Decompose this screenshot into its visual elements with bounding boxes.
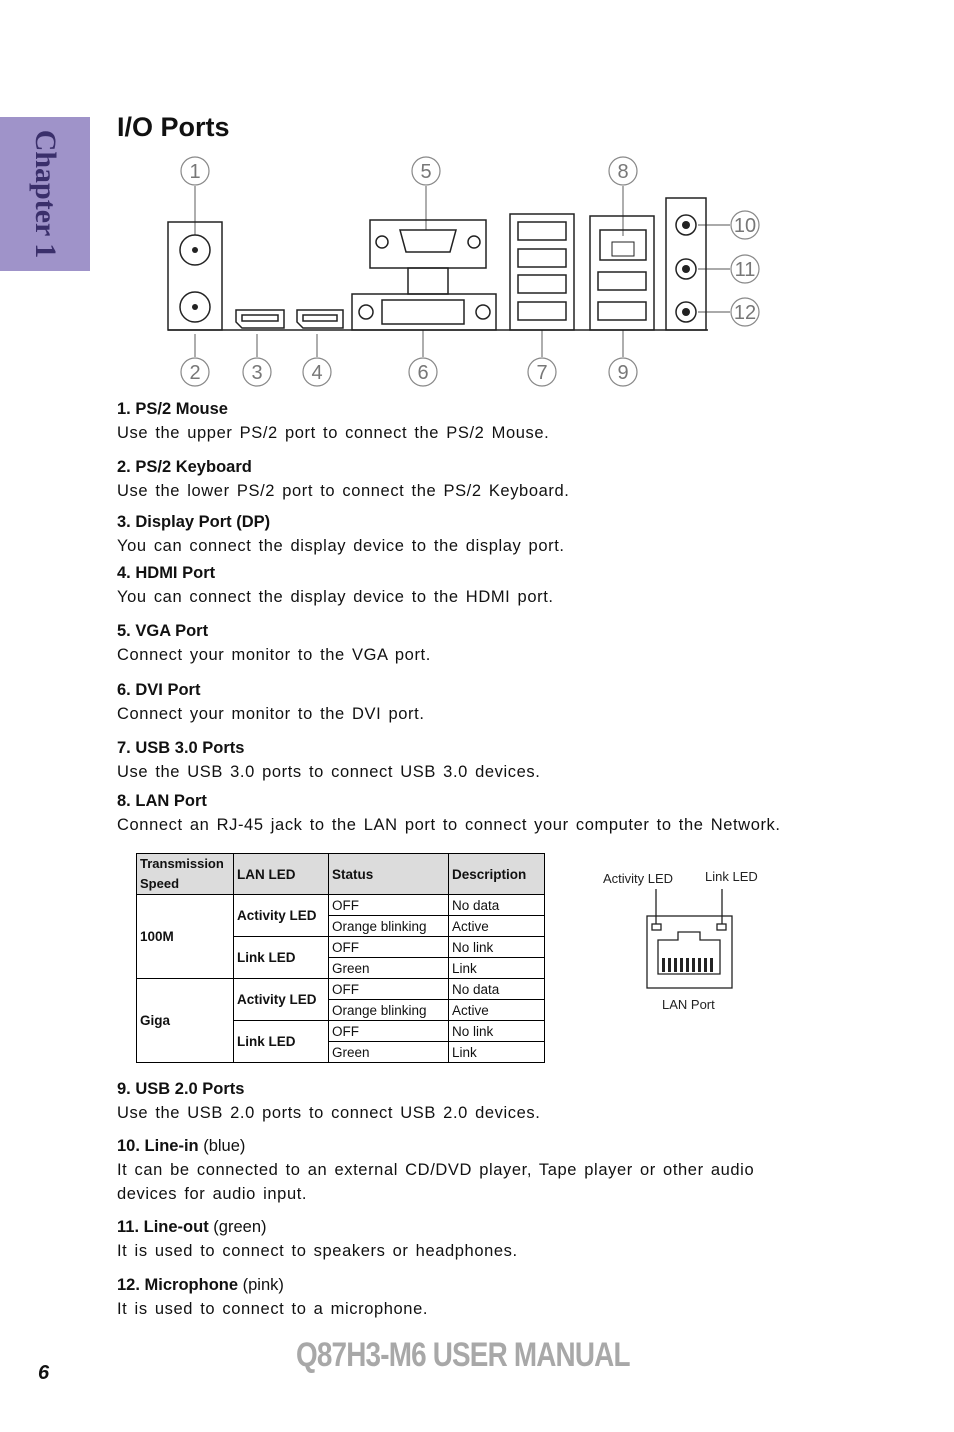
chapter-tab — [0, 117, 90, 271]
callout-9: 9 — [617, 362, 629, 384]
section-microphone: 12. Microphone (pink) It is used to connect to a microphone. — [117, 1276, 429, 1318]
callout-5: 5 — [420, 161, 432, 183]
section-usb3-ports: 7. USB 3.0 Ports Use the USB 3.0 ports to connect USB 3.0 devices. — [117, 739, 541, 781]
led-link: Link LED — [234, 937, 329, 979]
section-line-in: 10. Line-in (blue) It can be connected to an external CD/DVD player, Tape player or other audio devices for audio input. — [117, 1137, 755, 1203]
header-description: Description — [449, 854, 545, 895]
status-cell: OFF — [329, 895, 449, 916]
description-cell: Link — [449, 958, 545, 979]
section-line-out: 11. Line-out (green) It is used to connect to speakers or headphones. — [117, 1218, 518, 1260]
description-cell: No data — [449, 895, 545, 916]
description-cell: No link — [449, 1021, 545, 1042]
header-status: Status — [329, 854, 449, 895]
lan-led-table — [136, 853, 545, 1063]
callout-3: 3 — [251, 362, 263, 384]
section-display-port: 3. Display Port (DP) You can connect the display device to the display port. — [117, 513, 565, 555]
callout-7: 7 — [536, 362, 548, 384]
section-usb2-ports: 9. USB 2.0 Ports Use the USB 2.0 ports to connect USB 2.0 devices. — [117, 1080, 541, 1122]
callout-2: 2 — [189, 362, 201, 384]
status-cell: Orange blinking — [329, 1000, 449, 1021]
status-cell: Green — [329, 1042, 449, 1063]
header-lan-led: LAN LED — [234, 854, 329, 895]
manual-title: Q87H3-M6 USER MANUAL — [296, 1336, 630, 1374]
chapter-label: Chapter 1 — [29, 129, 62, 259]
section-hdmi-port: 4. HDMI Port You can connect the display device to the HDMI port. — [117, 564, 554, 606]
callout-10: 10 — [733, 215, 757, 237]
callout-6: 6 — [417, 362, 429, 384]
status-cell: OFF — [329, 937, 449, 958]
led-link: Link LED — [234, 1021, 329, 1063]
section-dvi-port: 6. DVI Port Connect your monitor to the DVI port. — [117, 681, 425, 723]
status-cell: Orange blinking — [329, 916, 449, 937]
status-cell: OFF — [329, 1021, 449, 1042]
section-lan-port: 8. LAN Port Connect an RJ-45 jack to the LAN port to connect your computer to the Network. — [117, 792, 781, 834]
activity-led-label: Activity LED — [603, 871, 674, 886]
page-number: 6 — [38, 1362, 50, 1384]
page-title: I/O Ports — [117, 112, 230, 142]
description-cell: Active — [449, 916, 545, 937]
section-ps2-mouse: 1. PS/2 Mouse Use the upper PS/2 port to connect the PS/2 Mouse. — [117, 400, 550, 442]
description-cell: No data — [449, 979, 545, 1000]
speed-100m: 100M — [137, 895, 234, 979]
led-activity: Activity LED — [234, 979, 329, 1021]
callout-12: 12 — [733, 302, 757, 324]
io-panel-diagram — [160, 150, 770, 390]
lan-port-label: LAN Port — [662, 997, 715, 1012]
speed-giga: Giga — [137, 979, 234, 1063]
description-cell: Active — [449, 1000, 545, 1021]
callout-11: 11 — [734, 259, 756, 281]
callout-1: 1 — [189, 161, 201, 183]
callout-8: 8 — [617, 161, 629, 183]
lan-led-diagram — [598, 862, 778, 1022]
status-cell: Green — [329, 958, 449, 979]
section-vga-port: 5. VGA Port Connect your monitor to the VGA port. — [117, 622, 431, 664]
header-transmission-speed: Transmission Speed — [137, 854, 234, 895]
link-led-label: Link LED — [705, 869, 758, 884]
status-cell: OFF — [329, 979, 449, 1000]
description-cell: Link — [449, 1042, 545, 1063]
callout-4: 4 — [311, 362, 323, 384]
description-cell: No link — [449, 937, 545, 958]
led-activity: Activity LED — [234, 895, 329, 937]
section-ps2-keyboard: 2. PS/2 Keyboard Use the lower PS/2 port to connect the PS/2 Keyboard. — [117, 458, 570, 500]
